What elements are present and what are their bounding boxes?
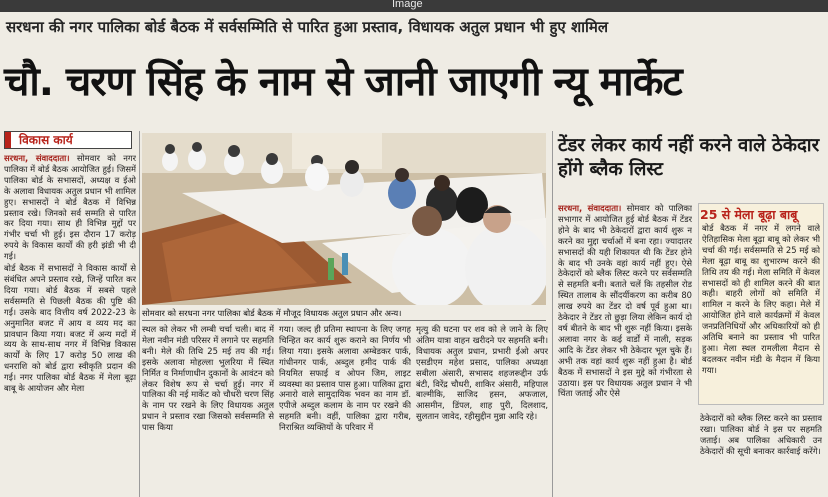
side-headline: टेंडर लेकर कार्य नहीं करने वाले ठेकेदार होंगे ब्लैक लिस्ट [558, 135, 820, 180]
side-story-text: सोमवार को पालिका सभागार में आयोजित हुई बोर्ड बैठक में टेंडर होने के बाद भी ठेकेदारों द्वारा कार्य शुरू न करने का मुद्दा चर्चाओं में बना रहा। ज्यादातर सभासदों की यही शिकायत थी कि टेंडर होने के बाद भी उनके वहां कार्य नहीं हुए। ऐसे ठेकेदारों को ब्लैक लिस्ट करने पर सर्वसम्मति से सहमति बनी। बताते चलें कि तहसील रोड स्थित तालाब के सौंदर्यीकरण का करीब 80 लाख रुपये का टेंडर दो वर्ष पूर्व हुआ था। ठेकेदार ने टेंडर तो छुड़ा लिया लेकिन कार्य दो वर्ष बीतने के बाद भी शुरू नहीं किया। इसके अलावा नगर के कई वार्डों में नाली, सड़क आदि के टेंडर लेकर भी ठेकेदार भूल चुके हैं। अभी तक वहां कार्य शुरू नहीं हुआ है। बोर्ड बैठक में सभासदों ने इस मुद्दे को गंभीरता से उठाया। इस पर विधायक अतुल प्रधान ने भी चिंता जताई और ऐसे [558, 203, 692, 399]
col1-text-1: सोमवार को नगर पालिका में बोर्ड बैठक आयोजित हुई। जिसमें पालिका बोर्ड के सभासदों, अध्यक्ष व ईओ के अलावा विधायक अतुल प्रधान भी शामिल हुए। सभासदों ने बोर्ड बैठक में विभिन्न प्रस्ताव रखे। जिनको सर्व सम्मति से पारित कर दिया गया। साथ ही विभिन्न मुद्दों पर गंभीर चर्चा भी हुई। इस दौरान 17 करोड़ रुपये के विकास कार्यों की हरी झंडी भी दी गई। [4, 153, 136, 262]
caption-rule [142, 320, 546, 321]
section-tag-label: विकास कार्य [19, 133, 73, 147]
section-tag [4, 131, 132, 149]
col1-para-1 [4, 153, 136, 262]
article-column-4: मृत्यु की घटना पर शव को ले जाने के लिए अंतिम यात्रा वाहन खरीदने पर सहमति बनी। विधायक अतुल प्रधान, प्रभारी ईओ अपर एसडीएम महेश प्रसाद, पालिका अध्यक्षा सबीला अंसारी, सभासद शहजरूद्दीन उर्फ बंटी, विरेंद्र चौधरी, शाकिर अंसारी, महिपाल बाल्मीकि, साजिद हसन, अफजाल, आसमीन, डिंपल, शाह पुरी, दिलशाद, सुलतान जावेद, रहीसुद्दीन मुन्ना आदि रहे। [416, 324, 548, 422]
headline: चौ. चरण सिंह के नाम से जानी जाएगी न्यू मार्केट [4, 59, 682, 105]
article-column-1 [4, 153, 136, 497]
side-story-column [558, 203, 692, 497]
side-story-tail: ठेकेदारों को ब्लैक लिस्ट करने का प्रस्ताव रखा। पालिका बोर्ड ने इस पर सहमति जताई। अब पालिका अधिकारी उन ठेकेदारों की सूची बनाकर कार्रवाई करेंगे। [700, 413, 822, 456]
col1-para-2: बोर्ड बैठक में सभासदों ने विकास कार्यों से संबंधित अपने प्रस्ताव रखे, जिन्हें पारित कर दिया गया। बोर्ड बैठक में सबसे पहले सर्वसम्मति से पिछली बैठक की पुष्टि की गई। उसके बाद वित्तीय वर्ष 2022-23 के अनुमानित बजट में आय व व्यय मद का प्रावधान किया गया। बजट में अन्य मदों में व्यय के साथ-साथ नगर में विभिन्न विकास कार्यों के लिए 17 करोड़ 50 लाख की धनराशि को बोर्ड द्वारा स्वीकृति प्रदान की गई। नगर पालिका बोर्ड बैठक में मेला बूढ़ा बाबू के आयोजन और मेला [4, 263, 136, 394]
column-divider [139, 131, 140, 497]
byline: सरधना, संवाददाता। [4, 153, 70, 163]
side-byline: सरधना, संवाददाता। [558, 203, 622, 213]
photo-caption: सोमवार को सरधना नगर पालिका बोर्ड बैठक में मौजूद विधायक अतुल प्रधान और अन्य। [142, 308, 402, 318]
article-column-3: गया। जल्द ही प्रतिमा स्थापना के लिए जगह चिन्हित कर कार्य शुरू कराने का निर्णय भी लिया गया। इसके अलावा अम्बेडकर पार्क, गांधीनगर पार्क, अब्दुल हमीद पार्क की नियमित सफाई व ओपन जिम, लाइट व्यवस्था का प्रस्ताव पास हुआ। पालिका द्वारा अनारो वाले सामुदायिक भवन का नाम डॉ. एपीजे अब्दुल कलाम के नाम पर रखने की सहमति बनी। वहीं, पालिका द्वारा गरीब, निराश्रित व्यक्तियों के परिवार में [279, 324, 411, 433]
top-label: Image [392, 0, 423, 10]
subheadline: सरधना की नगर पालिका बोर्ड बैठक में सर्वसम्मिति से पारित हुआ प्रस्ताव, विधायक अतुल प्रधान भी हुए शामिल [6, 18, 609, 36]
side-story-para [558, 203, 692, 399]
mela-box-text: बोर्ड बैठक में नगर में लगने वाले ऐतिहासिक मेला बूढ़ा बाबू को लेकर भी चर्चा की गई। सर्वसम्मति से 25 मई को मेला बूढ़ा बाबू का शुभारम्भ करने की तिथि तय की गई। मेला समिति में केवल सभासदों को ही शामिल करने की बात कही। बाहरी लोगों को समिति में शामिल न करने के लिए कहा। मेले में आयोजित होने वाले कार्यक्रमों में केवल जनप्रतिनिधियों और अधिकारियों को ही अतिथि बनाने का प्रस्ताव भी पारित हुआ। मेला स्थल रामलीला मैदान से बदलकर नवीन मंडी के मैदान में किया गया। [702, 223, 820, 375]
mela-box-title: 25 से मेला बूढ़ा बाबू [700, 207, 798, 222]
article-column-2: स्थल को लेकर भी लम्बी चर्चा चली। बाद में मेला नवीन मंडी परिसर में लगाने पर सहमति बनी। मेले की तिथि 25 मई तय की गई। इसके अलावा मोहल्ला भुलरिया में स्थित निर्मित व निर्माणाधीन दुकानों के आवंटन को लेकर विशेष रूप से चर्चा हुई। नगर में पालिका की नई मार्केट को चौधरी चरण सिंह के नाम पर रखने के लिए विधायक अतुल प्रधान ने प्रस्ताव रखा जिसको सर्वसम्मति से पास किया [142, 324, 274, 433]
meeting-photo [142, 133, 546, 305]
meeting-photo-illustration [142, 133, 546, 305]
side-divider [552, 131, 553, 497]
image-top-bar [0, 0, 828, 12]
